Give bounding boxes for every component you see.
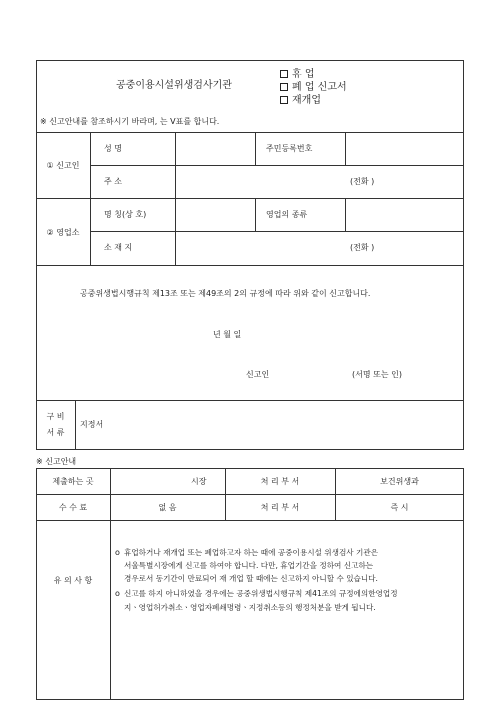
- reporter-phone-label: (전화 ): [350, 177, 375, 186]
- checkbox-reopen[interactable]: [280, 96, 288, 104]
- attachments-label-1: 구 비: [46, 412, 65, 421]
- reporter-section-label: ① 신고인: [46, 161, 80, 170]
- business-location-label: 소 재 지: [104, 243, 133, 252]
- attachments-label-2: 서 류: [46, 428, 65, 437]
- note-2-line-1: 신고를 하지 아니하였을 경우에는 공중위생법시행규칙 제41조의 규정에의한영업정: [124, 589, 398, 598]
- business-name-field[interactable]: [176, 199, 254, 230]
- dept-value-1: 보건위생과: [380, 477, 419, 486]
- guide-title: ※ 신고안내: [36, 457, 77, 466]
- note-1-line-1: 휴업하거나 재개업 또는 폐업하고자 하는 때에 공중이용시설 위생검사 기관은: [124, 548, 379, 557]
- declaration-statement: 공중위생법시행규칙 제13조 또는 제49조의 2의 규정에 따라 위와 같이 신고합니다.: [80, 289, 371, 298]
- business-type-field[interactable]: [346, 199, 463, 230]
- checkbox-closure[interactable]: [280, 83, 288, 91]
- reporter-name-label: 성 명: [104, 144, 122, 153]
- signature-field[interactable]: [276, 366, 346, 382]
- business-type-label: 영업의 종류: [266, 210, 308, 219]
- reporter-id-label: 주민등록번호: [266, 144, 313, 153]
- option-reopen: 재개업: [292, 95, 321, 106]
- fee-label: 수 수 료: [58, 503, 88, 512]
- fee-value: 없 음: [158, 503, 177, 512]
- business-phone-label: (전화 ): [350, 243, 375, 252]
- business-section-label: ② 영업소: [46, 228, 80, 237]
- option-suspend: 휴 업: [292, 69, 315, 80]
- notes-label: 유 의 사 항: [53, 576, 93, 585]
- business-name-label: 명 칭(상 호): [104, 210, 147, 219]
- note-2-line-2: 지ㆍ영업허가취소ㆍ영업자폐쇄명령ㆍ지정취소등의 행정처분을 받게 됩니다.: [124, 603, 376, 612]
- bullet-icon: o: [115, 589, 120, 598]
- business-location-field[interactable]: [176, 232, 346, 263]
- option-closure: 폐 업 신고서: [292, 82, 347, 93]
- date-line: 년 월 일: [213, 330, 242, 339]
- submit-to-value: 시장: [191, 477, 207, 486]
- dept-label-1: 처 리 부 서: [260, 477, 300, 486]
- bullet-icon: o: [115, 548, 120, 557]
- dept-value-2: 즉 시: [390, 503, 409, 512]
- agency-title: 공중이용시설위생검사기관: [116, 80, 232, 91]
- attachments-value: 지정서: [80, 420, 104, 429]
- dept-label-2: 처 리 부 서: [260, 503, 300, 512]
- submit-to-label: 제출하는 곳: [52, 477, 94, 486]
- form-notice: ※ 신고안내를 참조하시기 바라며, 는 V표를 합니다.: [40, 117, 220, 126]
- checkbox-suspend[interactable]: [280, 70, 288, 78]
- reporter-name-field[interactable]: [176, 133, 254, 164]
- reporter-address-label: 주 소: [104, 177, 122, 186]
- reporter-id-field[interactable]: [346, 133, 463, 164]
- note-1-line-3: 경우로서 동기간이 만료되어 재 개업 할 때에는 신고하지 아니할 수 있습니다.: [124, 574, 378, 583]
- reporter-address-field[interactable]: [176, 166, 346, 197]
- note-1-line-2: 서울특별시장에게 신고를 하여야 합니다. 다만, 휴업기간을 정하여 신고하는: [124, 561, 374, 570]
- sign-hint: (서명 또는 인): [352, 370, 402, 379]
- signer-label: 신고인: [246, 370, 270, 379]
